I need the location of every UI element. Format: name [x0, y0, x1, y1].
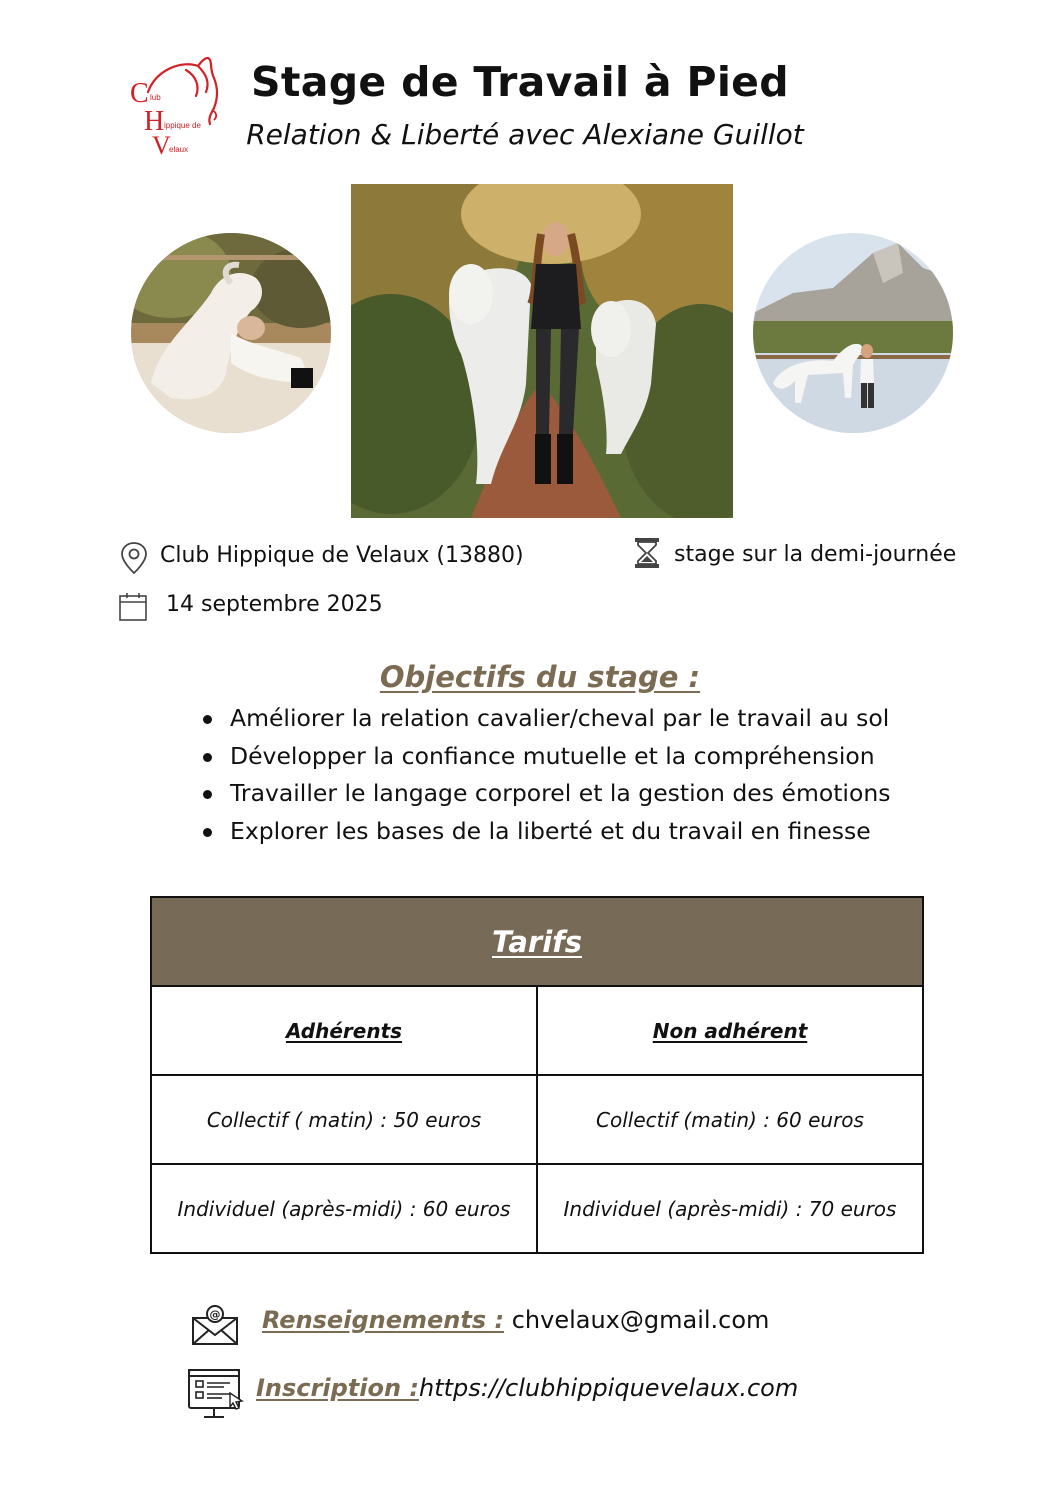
svg-text:@: @	[209, 1308, 221, 1321]
photo-horse-mountain	[753, 233, 953, 433]
hourglass-icon	[632, 536, 662, 570]
page-title: Stage de Travail à Pied	[251, 58, 789, 106]
tarifs-table	[150, 896, 924, 1254]
objective-item: Développer la confiance mutuelle et la compréhension	[200, 738, 890, 776]
page-subtitle: Relation & Liberté avec Alexiane Guillot	[246, 118, 804, 151]
objectives-heading: Objectifs du stage :	[379, 660, 701, 694]
date-text: 14 septembre 2025	[166, 592, 383, 617]
table-row	[151, 1164, 923, 1253]
table-row	[151, 1075, 923, 1164]
objectives-list	[200, 700, 890, 850]
logo-letter-h: H	[144, 106, 165, 137]
signup-label: Inscription :	[256, 1374, 419, 1402]
signup-url-link[interactable]: https://clubhippiquevelaux.com	[419, 1374, 799, 1402]
price-cell: Individuel (après-midi) : 60 euros	[151, 1164, 537, 1253]
info-label: Renseignements :	[262, 1306, 505, 1334]
logo-letter-c: C	[130, 78, 149, 109]
logo-word-velaux: elaux	[169, 145, 189, 154]
column-header-text: Non adhérent	[652, 1018, 808, 1043]
price-cell: Collectif ( matin) : 50 euros	[151, 1075, 537, 1164]
duration-text: stage sur la demi-journée	[674, 542, 957, 567]
logo-word-club: lub	[150, 93, 161, 102]
contact-info-line	[262, 1306, 769, 1334]
column-header-text: Adhérents	[285, 1018, 403, 1043]
location-pin-icon	[119, 541, 149, 575]
objective-item: Améliorer la relation cavalier/cheval par le travail au sol	[200, 700, 890, 738]
tarifs-heading	[151, 897, 923, 986]
photo-horse-lying	[131, 233, 331, 433]
price-cell: Collectif (matin) : 60 euros	[537, 1075, 923, 1164]
signup-line	[256, 1374, 798, 1402]
column-header-non-adherent	[537, 986, 923, 1075]
email-link[interactable]: chvelaux@gmail.com	[511, 1306, 770, 1334]
location-text: Club Hippique de Velaux (13880)	[160, 543, 524, 568]
signup-form-icon	[186, 1367, 244, 1421]
photo-woman-with-horses	[351, 184, 733, 518]
tarifs-heading-text: Tarifs	[491, 924, 583, 959]
logo-letter-v: V	[152, 131, 171, 160]
column-header-adherents	[151, 986, 537, 1075]
objective-item: Travailler le langage corporel et la gestion des émotions	[200, 775, 890, 813]
price-cell: Individuel (après-midi) : 70 euros	[537, 1164, 923, 1253]
objective-item: Explorer les bases de la liberté et du travail en finesse	[200, 813, 890, 851]
email-envelope-icon	[190, 1304, 240, 1346]
calendar-icon	[118, 590, 148, 624]
logo-word-hippique: ippique de	[164, 121, 201, 130]
